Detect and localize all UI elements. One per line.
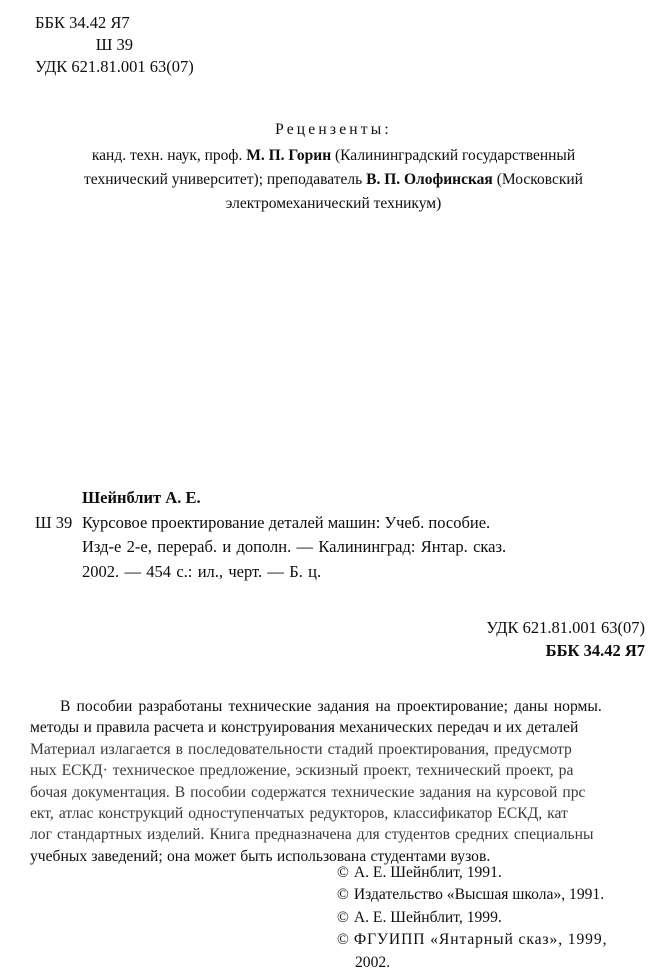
copyright-line-4-continuation: 2002. (355, 953, 391, 970)
copyright-icon: © (337, 886, 349, 904)
bibliographic-text (82, 511, 635, 585)
copyright-line-2 (337, 884, 607, 906)
annotation-line-3: Материал излагается в последовательности стадий проектирования, предусмотр (30, 740, 572, 758)
bbk-code-top: ББК 34.42 Я7 (35, 13, 130, 32)
udk-code-bottom: УДК 621.81.001 63(07) (486, 618, 645, 637)
annotation-line-1: В пособии разработаны технические задания на проектирование; даны нормы. (60, 698, 602, 715)
annotation-paragraph (30, 696, 667, 867)
reviewers-heading: Рецензенты: (275, 121, 392, 138)
copyright-icon: © (337, 864, 349, 881)
copyright-line-3 (337, 907, 607, 929)
copyright-icon: © (337, 908, 349, 926)
copyright-holder-2: Издательство «Высшая школа», 1991. (353, 886, 605, 904)
copyright-icon: © (337, 931, 349, 949)
book-edition-line: Изд-е 2-е, перераб. и дополн. — Калининград: Янтар. сказ. (82, 537, 507, 556)
reviewer-1-name: М. П. Горин (246, 147, 332, 164)
copyright-holder-4: ФГУИПП «Янтарный сказ», 1999, (353, 931, 608, 949)
copyright-block (337, 862, 607, 970)
annotation-line-6: ект, атлас конструкций одноступенчатых редукторов, классификатор ЕСКД, кат (30, 805, 568, 823)
reviewer-2-affiliation-end: электромеханический техникум) (225, 195, 442, 212)
bbk-code-bottom: ББК 34.42 Я7 (545, 641, 645, 660)
reviewer-2-name: В. П. Олофинская (366, 171, 493, 188)
reviewer-1-prefix: канд. техн. наук, проф. (91, 147, 247, 164)
udk-code-top: УДК 621.81.001 63(07) (35, 57, 194, 76)
annotation-line-2: методы и правила расчета и конструирования механических передач и их деталей (30, 719, 579, 737)
shelf-mark-record: Ш 39 (35, 512, 73, 532)
annotation-line-8: учебных заведений; она может быть использована студентами вузов. (30, 847, 491, 865)
book-author: Шейнблит А. Е. (82, 488, 201, 507)
copyright-line-1 (337, 862, 607, 884)
reviewers-list (40, 144, 627, 216)
book-title-line: Курсовое проектирование деталей машин: Учеб. пособие. (82, 512, 491, 532)
reviewers-block (40, 118, 627, 216)
reviewer-line-1 (40, 144, 627, 168)
copyright-line-4 (337, 929, 607, 951)
bibliographic-record (35, 486, 635, 584)
reviewer-line-2 (40, 168, 627, 192)
shelf-mark-top: Ш 39 (95, 35, 134, 54)
reviewer-2-affiliation-start: (Московский (492, 171, 583, 188)
annotation-line-5: бочая документация. В пособии содержатся технические задания на курсовой прс (30, 783, 586, 801)
copyright-holder-1: А. Е. Шейнблит, 1991. (353, 864, 502, 881)
copyright-holder-3: А. Е. Шейнблит, 1999. (353, 908, 502, 926)
annotation-line-4: ных ЕСКД· техническое предложение, эскизный проект, технический проект, ра (30, 762, 574, 780)
classification-header (35, 12, 194, 78)
classification-footer (486, 616, 645, 662)
annotation-line-7: лог стандартных изделий. Книга предназначена для студентов средних специальны (30, 826, 594, 844)
reviewer-1-affiliation-end: технический университет); преподаватель (84, 171, 367, 188)
reviewer-1-affiliation-start: (Калининградский государственный (331, 147, 576, 164)
bibliographic-description (35, 511, 635, 585)
book-pages-line: 2002. — 454 с.: ил., черт. — Б. ц. (82, 561, 322, 581)
